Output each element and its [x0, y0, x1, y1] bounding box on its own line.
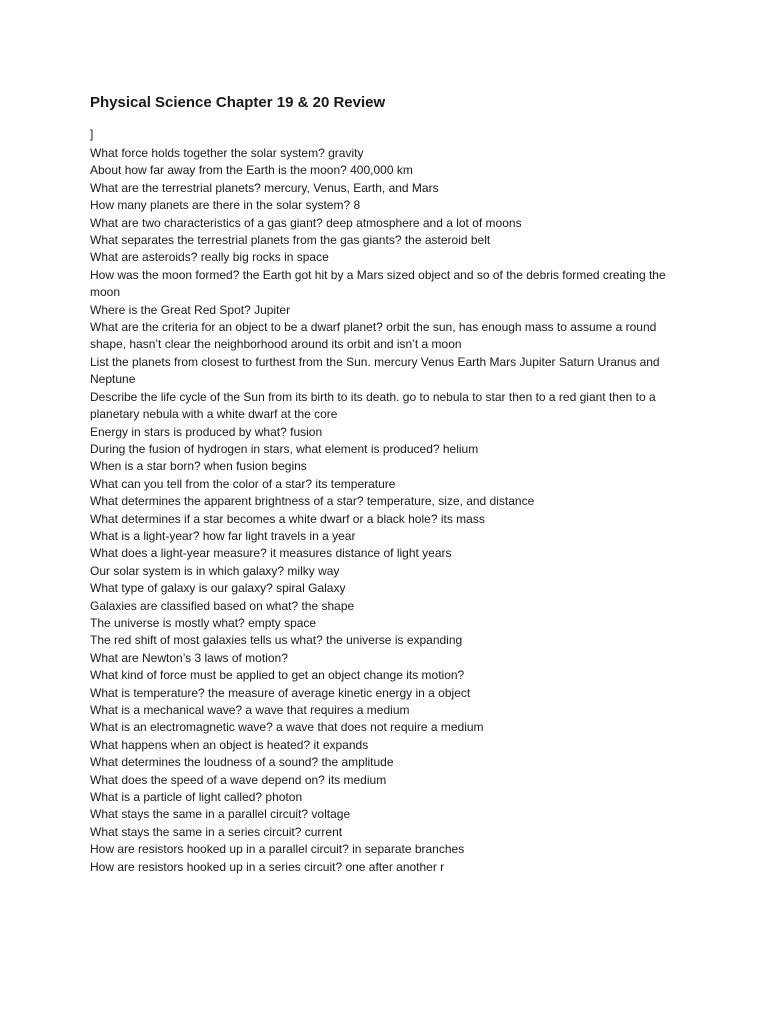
question-answer-item: What determines the apparent brightness of a star? temperature, size, and distance: [90, 494, 535, 509]
question-answer-item: What type of galaxy is our galaxy? spiral Galaxy: [90, 581, 346, 596]
question-answer-item: What is a light-year? how far light travels in a year: [90, 528, 356, 543]
question-answer-item: What separates the terrestrial planets from the gas giants? the asteroid belt: [90, 233, 491, 248]
question-answer-item: About how far away from the Earth is the moon? 400,000 km: [90, 163, 413, 178]
stray-bracket: ]: [90, 127, 94, 141]
question-answer-item: What stays the same in a parallel circuit? voltage: [90, 807, 351, 822]
question-answer-item: What are two characteristics of a gas giant? deep atmosphere and a lot of moons: [90, 215, 522, 230]
question-answer-item: How are resistors hooked up in a parallel circuit? in separate branches: [90, 842, 465, 857]
question-answer-item: What are the terrestrial planets? mercury, Venus, Earth, and Mars: [90, 180, 439, 195]
question-answer-item: Describe the life cycle of the Sun from its birth to its death. go to nebula to star then to a red giant then to a planetary nebula with a white dwarf at the core: [90, 389, 656, 422]
question-answer-item: When is a star born? when fusion begins: [90, 459, 307, 474]
question-answer-item: What are Newton’s 3 laws of motion?: [90, 650, 288, 665]
question-answer-item: What force holds together the solar system? gravity: [90, 146, 364, 160]
question-answer-item: What are asteroids? really big rocks in space: [90, 250, 329, 265]
document-title: Physical Science Chapter 19 & 20 Review: [90, 94, 386, 111]
question-answer-item: What determines if a star becomes a white dwarf or a black hole? its mass: [90, 511, 485, 526]
question-answer-item: How was the moon formed? the Earth got hit by a Mars sized object and so of the debris formed creating the moon: [90, 267, 666, 300]
question-answer-item: During the fusion of hydrogen in stars, what element is produced? helium: [90, 441, 479, 456]
question-answer-item: What does a light-year measure? it measures distance of light years: [90, 546, 452, 561]
question-answer-list: [90, 145, 680, 876]
question-answer-item: Energy in stars is produced by what? fusion: [90, 424, 323, 439]
question-answer-item: Our solar system is in which galaxy? milky way: [90, 563, 340, 578]
question-answer-item: The universe is mostly what? empty space: [90, 615, 317, 630]
question-answer-item: What determines the loudness of a sound? the amplitude: [90, 755, 394, 770]
question-answer-item: What is temperature? the measure of average kinetic energy in a object: [90, 685, 471, 700]
question-answer-item: What happens when an object is heated? it expands: [90, 737, 369, 752]
question-answer-item: How many planets are there in the solar system? 8: [90, 198, 361, 213]
question-answer-item: How are resistors hooked up in a series circuit? one after another r: [90, 859, 445, 874]
question-answer-item: Where is the Great Red Spot? Jupiter: [90, 302, 291, 317]
question-answer-item: What stays the same in a series circuit? current: [90, 824, 343, 839]
question-answer-item: What kind of force must be applied to get an object change its motion?: [90, 668, 465, 683]
question-answer-item: What does the speed of a wave depend on? its medium: [90, 772, 387, 787]
question-answer-item: What is a mechanical wave? a wave that requires a medium: [90, 703, 410, 717]
question-answer-item: What is a particle of light called? photon: [90, 790, 303, 805]
question-answer-item: Galaxies are classified based on what? the shape: [90, 598, 355, 613]
question-answer-item: List the planets from closest to furthest from the Sun. mercury Venus Earth Mars Jupiter Saturn Uranus and Neptune: [90, 354, 660, 387]
question-answer-item: What can you tell from the color of a star? its temperature: [90, 476, 396, 491]
question-answer-item: The red shift of most galaxies tells us what? the universe is expanding: [90, 633, 463, 648]
question-answer-item: What is an electromagnetic wave? a wave that does not require a medium: [90, 720, 484, 735]
question-answer-item: What are the criteria for an object to be a dwarf planet? orbit the sun, has enough mass to assume a round shape, hasn’t clear the neighborhood around its orbit and isn’t a moon: [90, 320, 657, 352]
